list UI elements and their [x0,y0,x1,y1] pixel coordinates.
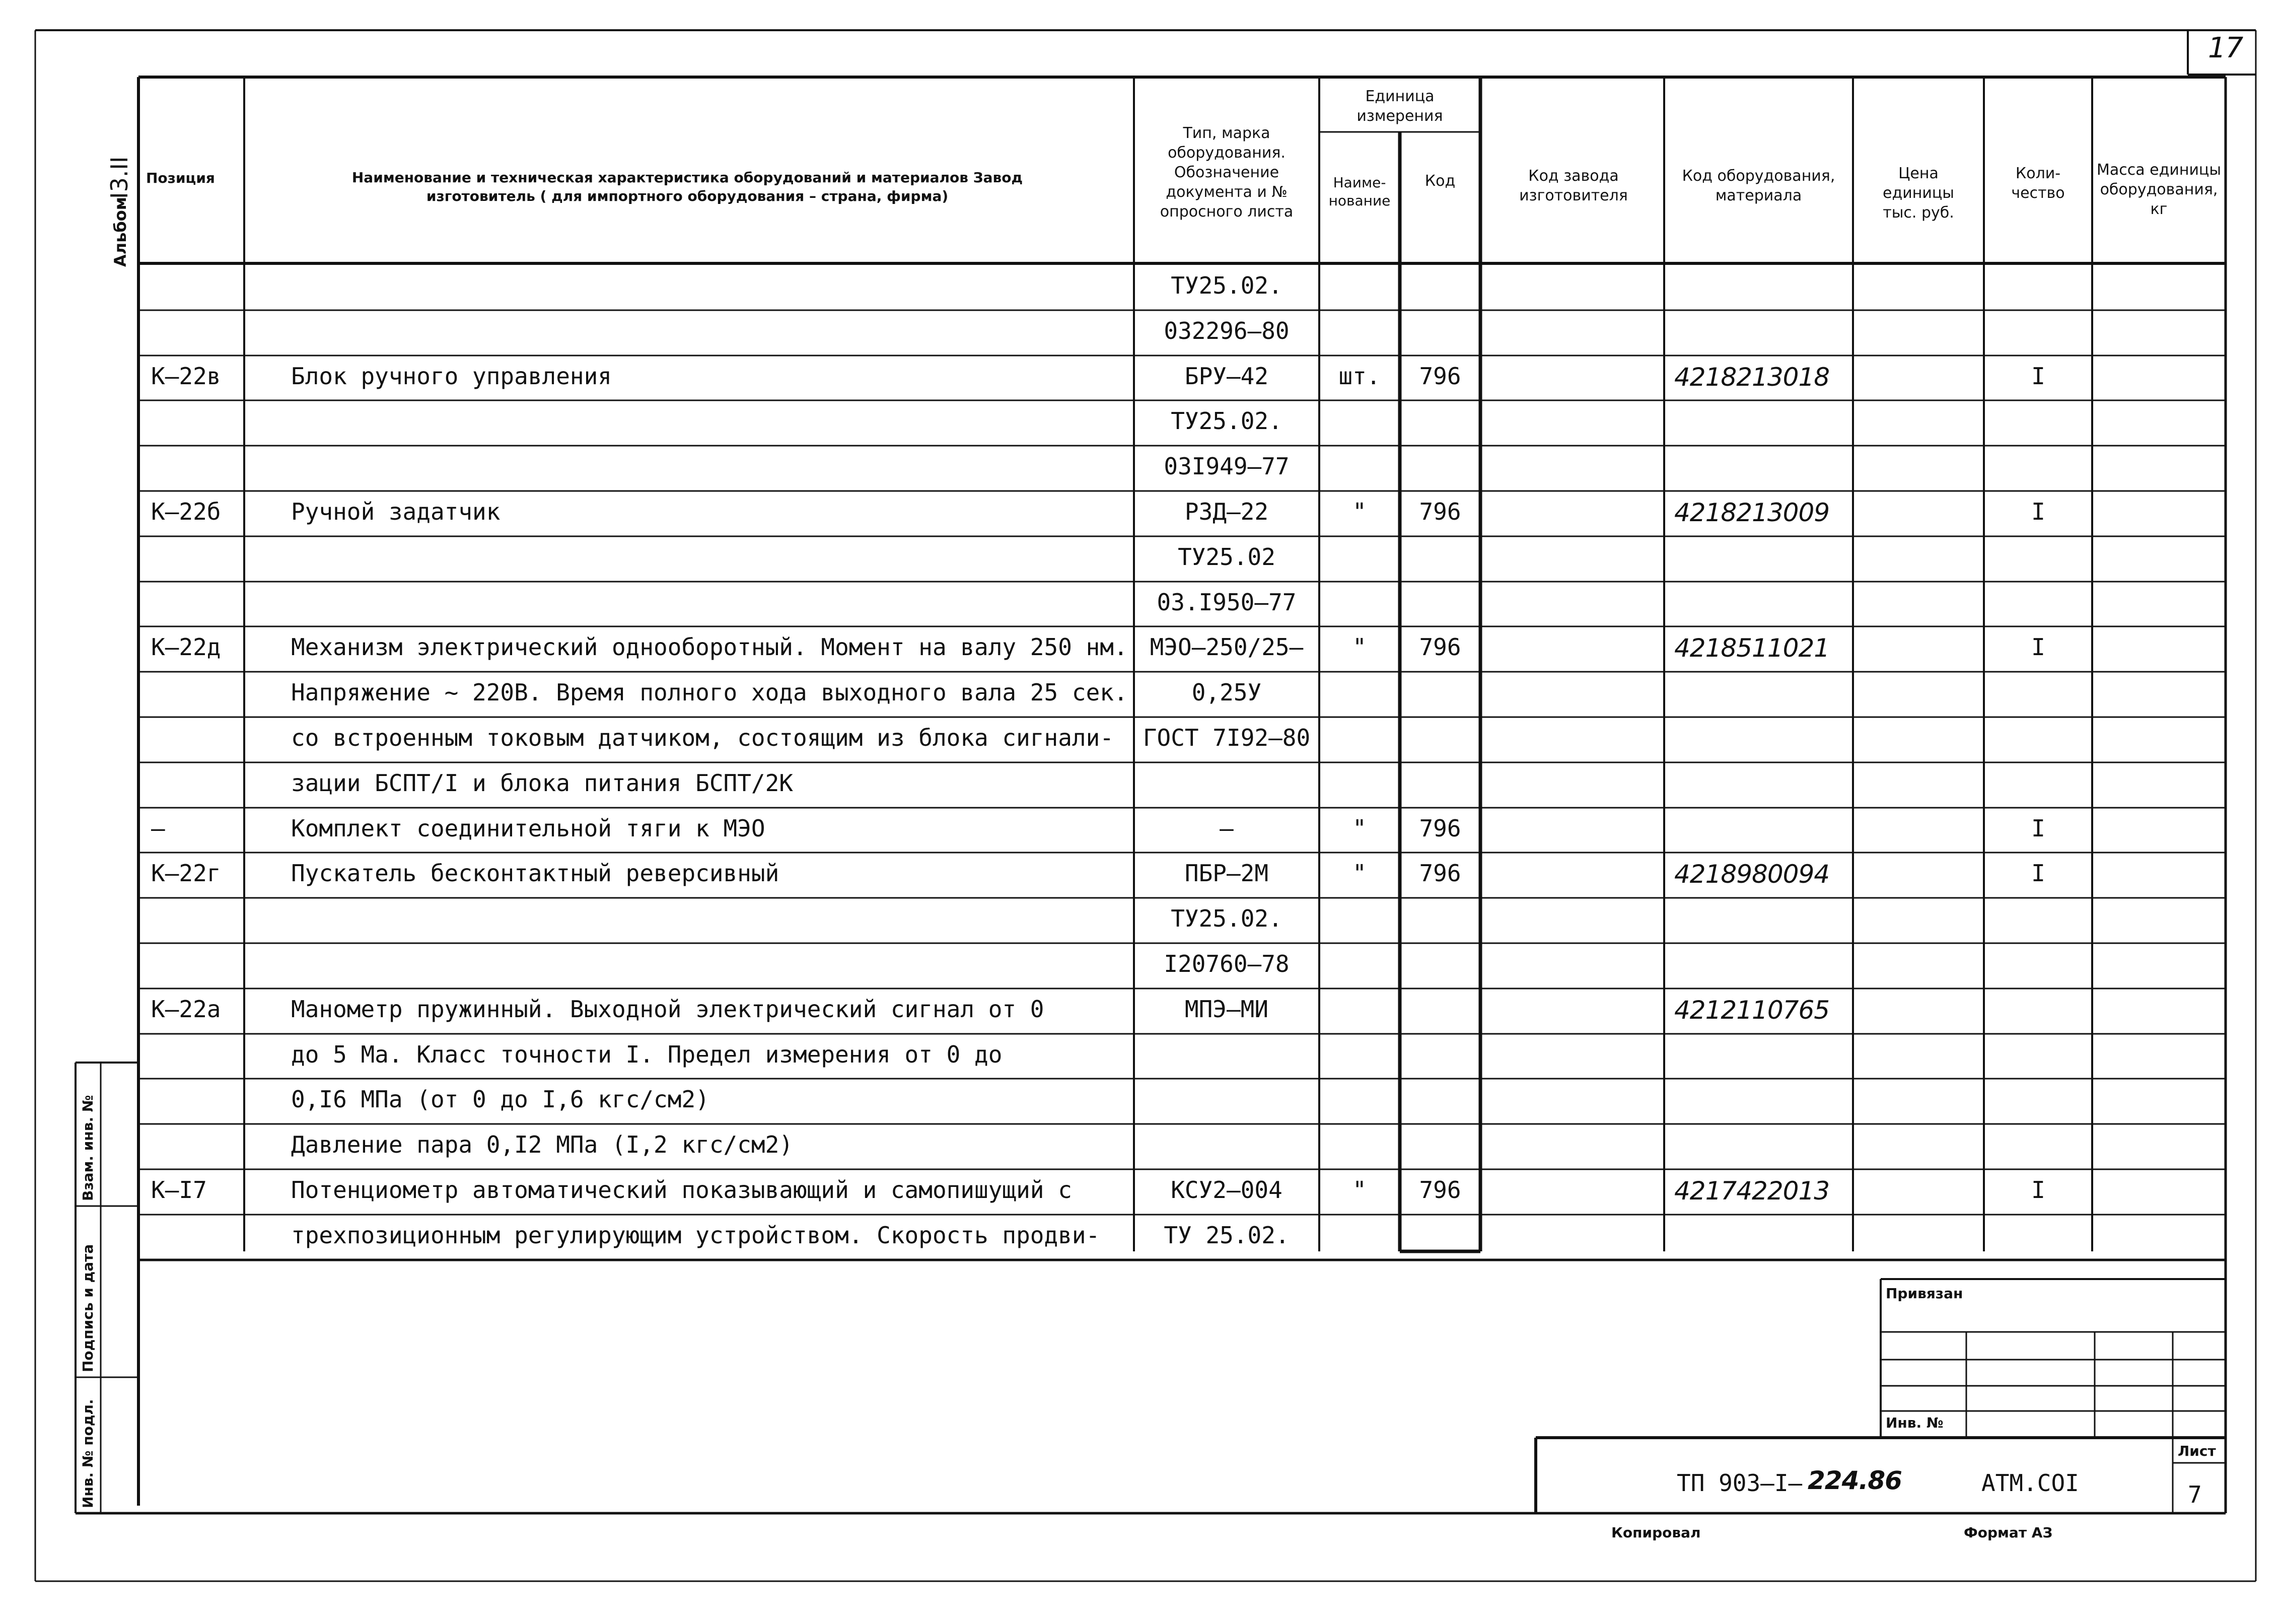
cell-type: – [1220,814,1234,842]
cell-type: КСУ2–004 [1171,1176,1282,1204]
cell-name: со встроенным токовым датчиком, состоящим из блока сигнали- [291,724,1114,751]
doc-code: АТМ.COI [1981,1469,2079,1497]
header-mass: Масса единицы оборудования, кг [2096,161,2222,218]
cell-unit: шт. [1338,362,1381,390]
cell-qty: I [2031,814,2045,842]
cell-type: ПБР–2М [1184,860,1269,887]
cell-pos: К–22б [151,498,221,525]
cell-pos: К–I7 [151,1176,207,1204]
cell-name: до 5 Ма. Класс точности I. Предел измерения от 0 до [291,1040,1003,1068]
cell-name: Пускатель бесконтактный реверсивный [291,860,779,887]
cell-type: ТУ25.02 [1178,543,1275,571]
header-position: Позиция [146,170,215,186]
cell-unit: " [1352,498,1367,525]
cell-qty: I [2031,633,2045,661]
cell-type: I20760–78 [1164,950,1290,977]
cell-type: ТУ25.02. [1171,272,1282,299]
cell-equip: 4212110765 [1674,995,1830,1025]
cell-type: ГОСТ 7I92–80 [1143,724,1311,751]
header-price: Цена единицы тыс. руб. [1883,165,1954,222]
cell-type: 032296–80 [1164,317,1290,344]
cell-type: РЗД–22 [1184,498,1269,525]
cell-name: Потенциометр автоматический показывающий и самопишущий с [291,1176,1072,1204]
cell-equip: 4217422013 [1674,1176,1830,1206]
cell-name: трехпозиционным регулирующим устройством. Скорость продви- [291,1221,1100,1249]
header-name: Наименование и техническая характеристика оборудований и материалов Завод изготовитель ( для импортного оборудования – страна, фирма) [351,169,1023,204]
cell-name: Механизм электрический однооборотный. Момент на валу 250 нм. [291,633,1128,661]
cell-code: 796 [1419,1176,1461,1204]
header-unit-code: Код [1424,172,1456,190]
header-equipment-code: Код оборудования, материала [1682,167,1835,204]
doc-prefix: ТП 903–I– [1677,1469,1803,1497]
cell-equip: 4218213009 [1674,498,1830,527]
cell-pos: К–22г [151,860,221,887]
cell-code: 796 [1419,814,1461,842]
cell-equip: 4218980094 [1674,860,1830,889]
cell-name: Ручной задатчик [291,498,501,525]
cell-code: 796 [1419,633,1461,661]
album-label: Альбом [111,197,130,267]
header-unit-group: Единица измерения [1357,88,1443,125]
cell-type: МПЭ–МИ [1184,995,1269,1023]
cell-name: Напряжение ~ 220В. Время полного хода выходного вала 25 сек. [291,679,1128,707]
header-unit-name: Наиме-нование [1328,174,1391,209]
cell-code: 796 [1419,498,1461,525]
cell-equip: 4218511021 [1674,633,1830,663]
footer-format: Формат АЗ [1964,1524,2053,1541]
cell-type: 03.I950–77 [1157,588,1297,616]
cell-qty: I [2031,860,2045,887]
cell-code: 796 [1419,860,1461,887]
header-factory-code: Код завода изготовителя [1519,167,1628,204]
cell-name: Давление пара 0,I2 МПа (I,2 кгс/см2) [291,1131,793,1159]
sheet-label: Лист [2178,1443,2216,1459]
cell-unit: " [1352,633,1367,661]
inv-no-label: Инв. № [1886,1415,1944,1431]
cell-type: ТУ 25.02. [1164,1221,1290,1249]
cell-type: МЭО–250/25– [1150,633,1304,661]
cell-type: ТУ25.02. [1171,407,1282,435]
cell-pos: – [151,814,165,842]
cell-type: 0,25У [1191,679,1262,707]
cell-name: зации БСПТ/I и блока питания БСПТ/2К [291,769,793,797]
cell-pos: К–22а [151,995,221,1023]
page-number: 17 [2208,32,2243,64]
sheet-number: 7 [2188,1481,2202,1508]
album-number: I3.II [106,156,133,199]
cell-unit: " [1352,1176,1367,1204]
cell-type: 03I949–77 [1164,453,1290,480]
stamp-inv-podl: Инв. № подл. [80,1399,96,1508]
stamp-signature-date: Подпись и дата [80,1244,96,1372]
header-quantity: Коли-чество [2011,165,2065,202]
privyazan-label: Привязан [1886,1285,1963,1302]
cell-pos: К–22д [151,633,221,661]
footer-copied: Копировал [1611,1524,1701,1541]
cell-qty: I [2031,498,2045,525]
cell-type: БРУ–42 [1184,362,1269,390]
header-type: Тип, марка оборудования. Обозначение документа и № опросного листа [1160,124,1294,221]
cell-name: Манометр пружинный. Выходной электрический сигнал от 0 [291,995,1044,1023]
stamp-vzam-inv: Взам. инв. № [80,1095,96,1201]
cell-pos: К–22в [151,362,221,390]
cell-type: ТУ25.02. [1171,905,1282,933]
cell-qty: I [2031,362,2045,390]
doc-number: 224.86 [1808,1466,1902,1495]
cell-name: Блок ручного управления [291,362,612,390]
cell-unit: " [1352,814,1367,842]
cell-code: 796 [1419,362,1461,390]
cell-name: Комплект соединительной тяги к МЭО [291,814,765,842]
cell-qty: I [2031,1176,2045,1204]
cell-name: 0,I6 МПа (от 0 до I,6 кгс/см2) [291,1086,709,1113]
cell-equip: 4218213018 [1674,362,1830,392]
cell-unit: " [1352,860,1367,887]
